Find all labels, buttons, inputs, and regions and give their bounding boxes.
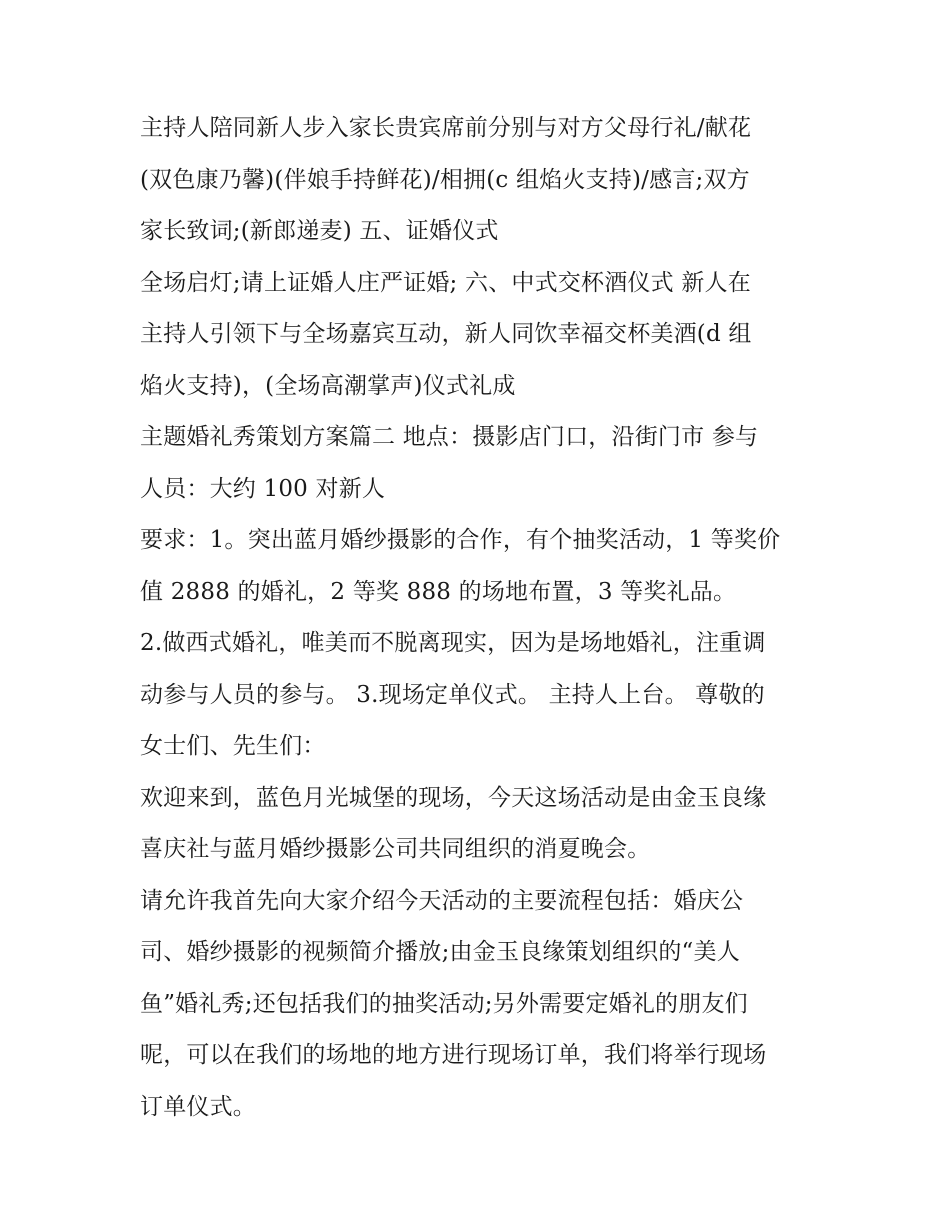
text-line: 值 2888 的婚礼，2 等奖 888 的场地布置，3 等奖礼品。 bbox=[140, 578, 737, 605]
text-line: 2.做西式婚礼，唯美而不脱离现实，因为是场地婚礼，注重调 bbox=[140, 630, 766, 656]
text-line: 订单仪式。 bbox=[140, 1093, 256, 1120]
text-line: 全场启灯;请上证婚人庄严证婚; 六、中式交杯酒仪式 新人在 bbox=[140, 269, 751, 296]
text-line: 欢迎来到，蓝色月光城堡的现场，今天这场活动是由金玉良缘 bbox=[140, 784, 767, 811]
text-line: 女士们、先生们： bbox=[140, 733, 326, 759]
text-line: 喜庆社与蓝月婚纱摄影公司共同组织的消夏晚会。 bbox=[140, 836, 651, 862]
text-line: 焰火支持)，(全场高潮掌声)仪式礼成 bbox=[140, 372, 516, 399]
text-line: 家长致词;(新郎递麦) 五、证婚仪式 bbox=[140, 218, 499, 244]
text-line: 动参与人员的参与。 3.现场定单仪式。 主持人上台。 尊敬的 bbox=[140, 681, 765, 708]
text-line: 主持人引领下与全场嘉宾互动，新人同饮幸福交杯美酒(d 组 bbox=[140, 321, 752, 347]
text-line: 要求：1。突出蓝月婚纱摄影的合作，有个抽奖活动，1 等奖价 bbox=[140, 527, 781, 553]
text-line: 主题婚礼秀策划方案篇二 地点：摄影店门口，沿街门市 参与 bbox=[140, 424, 759, 450]
document-body bbox=[140, 107, 820, 1137]
text-line: 主持人陪同新人步入家长贵宾席前分别与对方父母行礼/献花 bbox=[140, 115, 752, 141]
text-line: (双色康乃馨)(伴娘手持鲜花)/相拥(c 组焰火支持)/感言;双方 bbox=[140, 166, 750, 193]
text-line: 请允许我首先向大家介绍今天活动的主要流程包括：婚庆公 bbox=[140, 887, 744, 914]
text-line: 呢，可以在我们的场地的地方进行现场订单，我们将举行现场 bbox=[140, 1042, 767, 1068]
text-line: 司、婚纱摄影的视频简介播放;由金玉良缘策划组织的“美人 bbox=[140, 939, 740, 965]
text-line: 鱼”婚礼秀;还包括我们的抽奖活动;另外需要定婚礼的朋友们 bbox=[140, 990, 748, 1017]
text-line: 人员：大约 100 对新人 bbox=[140, 475, 386, 502]
